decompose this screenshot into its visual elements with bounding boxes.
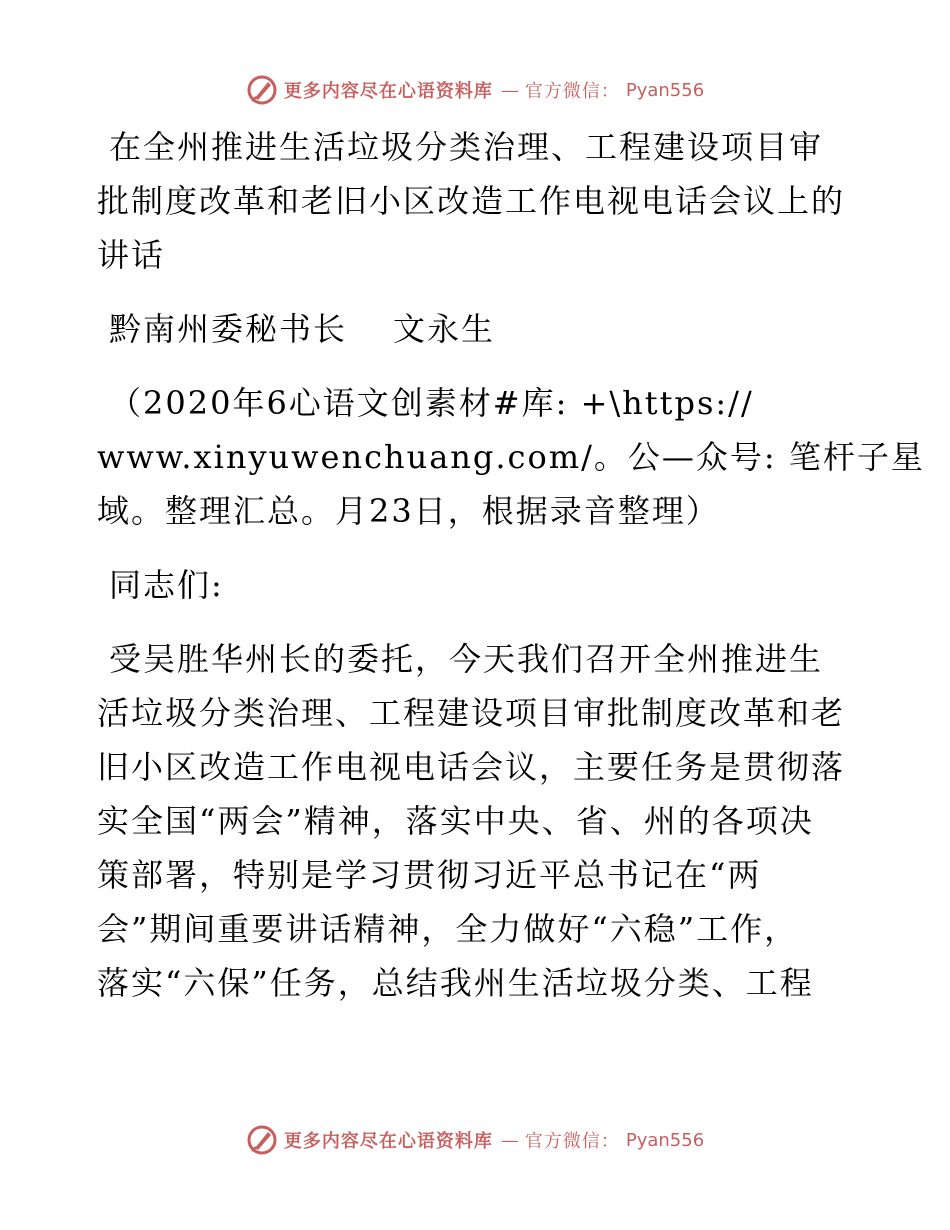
document-body <box>97 120 925 1030</box>
author-name: 文永生 <box>393 310 496 348</box>
banner-contact-id: Pyan556 <box>625 79 705 101</box>
banner-separator: — <box>500 1129 519 1151</box>
quill-logo-icon <box>246 74 278 106</box>
title-line: 在全州推进生活垃圾分类治理、工程建设项目审 <box>109 128 824 166</box>
date-note <box>97 376 925 538</box>
quill-logo-icon <box>246 1124 278 1156</box>
salutation: 同志们: <box>109 566 224 604</box>
banner-separator: — <box>500 79 519 101</box>
body-line: 落实“六保”任务，总结我州生活垃圾分类、工程 <box>97 964 814 1002</box>
banner-contact-label: 官方微信： <box>524 81 620 102</box>
body-line: 实全国“两会”精神，落实中央、省、州的各项决 <box>97 802 814 840</box>
body-line: 旧小区改造工作电视电话会议，主要任务是贯彻落 <box>97 748 846 786</box>
banner-contact-id: Pyan556 <box>625 1129 705 1151</box>
header-banner <box>0 70 950 110</box>
body-paragraph <box>97 632 857 1010</box>
note-line: www.xinyuwenchuang.com/。公—众号: 笔杆子星 <box>97 438 925 476</box>
note-line: 域。整理汇总。月23日，根据录音整理） <box>97 492 720 530</box>
footer-banner <box>0 1120 950 1160</box>
author-title: 黔南州委秘书长 <box>109 310 348 348</box>
note-line: （2020年6心语文创素材#库: +\https:// <box>109 384 754 422</box>
document-title <box>97 120 857 282</box>
body-line: 受吴胜华州长的委托，今天我们召开全州推进生 <box>109 640 824 678</box>
body-line: 活垃圾分类治理、工程建设项目审批制度改革和老 <box>97 694 846 732</box>
title-line: 讲话 <box>97 236 166 274</box>
banner-contact-label: 官方微信： <box>524 1131 620 1152</box>
banner-text: 更多内容尽在心语资料库 <box>283 1131 493 1152</box>
body-line: 会”期间重要讲话精神，全力做好“六稳”工作， <box>97 910 799 948</box>
body-line: 策部署，特别是学习贯彻习近平总书记在“两 <box>97 856 762 894</box>
author-line <box>97 302 857 356</box>
banner-text: 更多内容尽在心语资料库 <box>283 81 493 102</box>
title-line: 批制度改革和老旧小区改造工作电视电话会议上的 <box>97 182 846 220</box>
